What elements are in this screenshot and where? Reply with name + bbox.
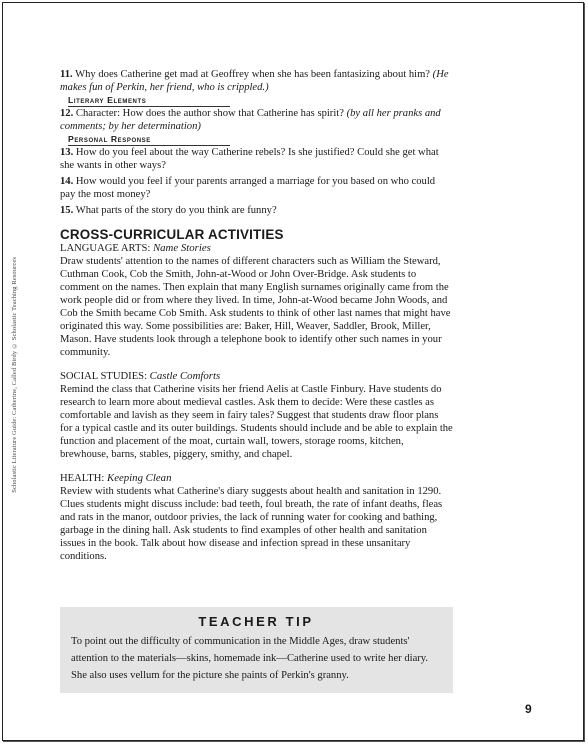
question-15 — [60, 204, 453, 217]
activity-title: Keeping Clean — [107, 472, 172, 484]
question-12 — [60, 107, 453, 133]
activity-heading-language-arts — [60, 242, 453, 255]
activity-subject: SOCIAL STUDIES: — [60, 371, 148, 382]
activity-subject: HEALTH: — [60, 473, 105, 484]
question-13 — [60, 146, 453, 172]
worksheet-content — [60, 68, 453, 563]
page-number: 9 — [525, 702, 532, 716]
question-11 — [60, 68, 453, 94]
question-text: How does the author show that Catherine has spirit? — [120, 108, 347, 119]
question-answer: (He makes fun of Perkin, her friend, who is crippled.) — [60, 69, 449, 93]
question-text: How do you feel about the way Catherine rebels? Is she justified? Could she get what she wants in other ways? — [60, 147, 439, 171]
activity-title: Castle Comforts — [149, 370, 221, 382]
side-credit-text: Scholastic Literature Guide: Catherine, Called Birdy © Scholastic Teaching Resources — [10, 257, 18, 493]
question-number: 14. — [60, 176, 74, 187]
personal-response-heading: Personal Response — [68, 134, 230, 146]
activity-body-health: Review with students what Catherine's diary suggests about health and sanitation in 1290. Clues students might discuss include: bad teeth, foul breath, the rate of infant deaths, fleas and rats in the manor, outdoor privies, the lack of running water for cooking and bathing, garbage in the dining hall. Ask students to find examples of other health and sanitation issues in the book. Talk about how disease and infection spread in these unsanitary conditions. — [60, 486, 443, 562]
question-label: Character: — [75, 108, 121, 119]
activity-subject: LANGUAGE ARTS: — [60, 243, 151, 254]
activity-body-language-arts: Draw students' attention to the names of different characters such as William the Steward, Cuthman Cook, Cob the Smith, John-at-Wood or John Over-Bridge. Ask students to comment on the names. Then explain that many English surnames originally came from the work people did or from where they lived. In time, John-at-Wood became John Woods, and Cob the Smith became Cob Smith. Ask students to think of other last names that might have originated this way. Some possibilities are: Baker, Hill, Weaver, Saddler, Brook, Miller, Mason. Have students look through a telephone book to identify other such names in your community. — [60, 256, 451, 358]
activity-title: Name Stories — [152, 242, 211, 254]
question-number: 15. — [60, 205, 74, 216]
question-text: How would you feel if your parents arranged a marriage for you based on who could pay the most money? — [60, 176, 436, 200]
question-answer: (by all her pranks and comments; by her determination) — [60, 108, 441, 132]
question-text: What parts of the story do you think are funny? — [75, 205, 277, 216]
question-number: 13. — [60, 147, 74, 158]
teacher-tip-text: To point out the difficulty of communication in the Middle Ages, draw students' attention to the materials—skins, homemade ink—Catherine used to write her diary. She also uses vellum for the picture she paints of Perkin's granny. — [71, 636, 429, 681]
activity-heading-health — [60, 472, 453, 485]
question-text: Why does Catherine get mad at Geoffrey when she has been fantasizing about him? — [75, 69, 433, 80]
question-number: 11. — [60, 69, 73, 80]
question-number: 12. — [60, 108, 74, 119]
activity-heading-social-studies — [60, 370, 453, 383]
cross-curricular-title: CROSS-CURRICULAR ACTIVITIES — [60, 227, 284, 242]
teacher-tip-title: TEACHER TIP — [198, 614, 314, 629]
activity-body-social-studies: Remind the class that Catherine visits her friend Aelis at Castle Finbury. Have students do research to learn more about medieval castles. Ask them to decide: Were these castles as comfortable and lavish as they seem in fairy tales? Suggest that students draw floor plans for a typical castle and its outer buildings. Students should include and be able to explain the function and placement of the moat, curtain wall, towers, storage rooms, kitchen, brewhouse, barns, stables, piggery, smithy, and chapel. — [60, 384, 453, 460]
teacher-tip-box — [60, 607, 453, 693]
side-credit — [3, 240, 25, 510]
literary-elements-heading: Literary Elements — [68, 95, 230, 107]
question-14 — [60, 175, 453, 201]
